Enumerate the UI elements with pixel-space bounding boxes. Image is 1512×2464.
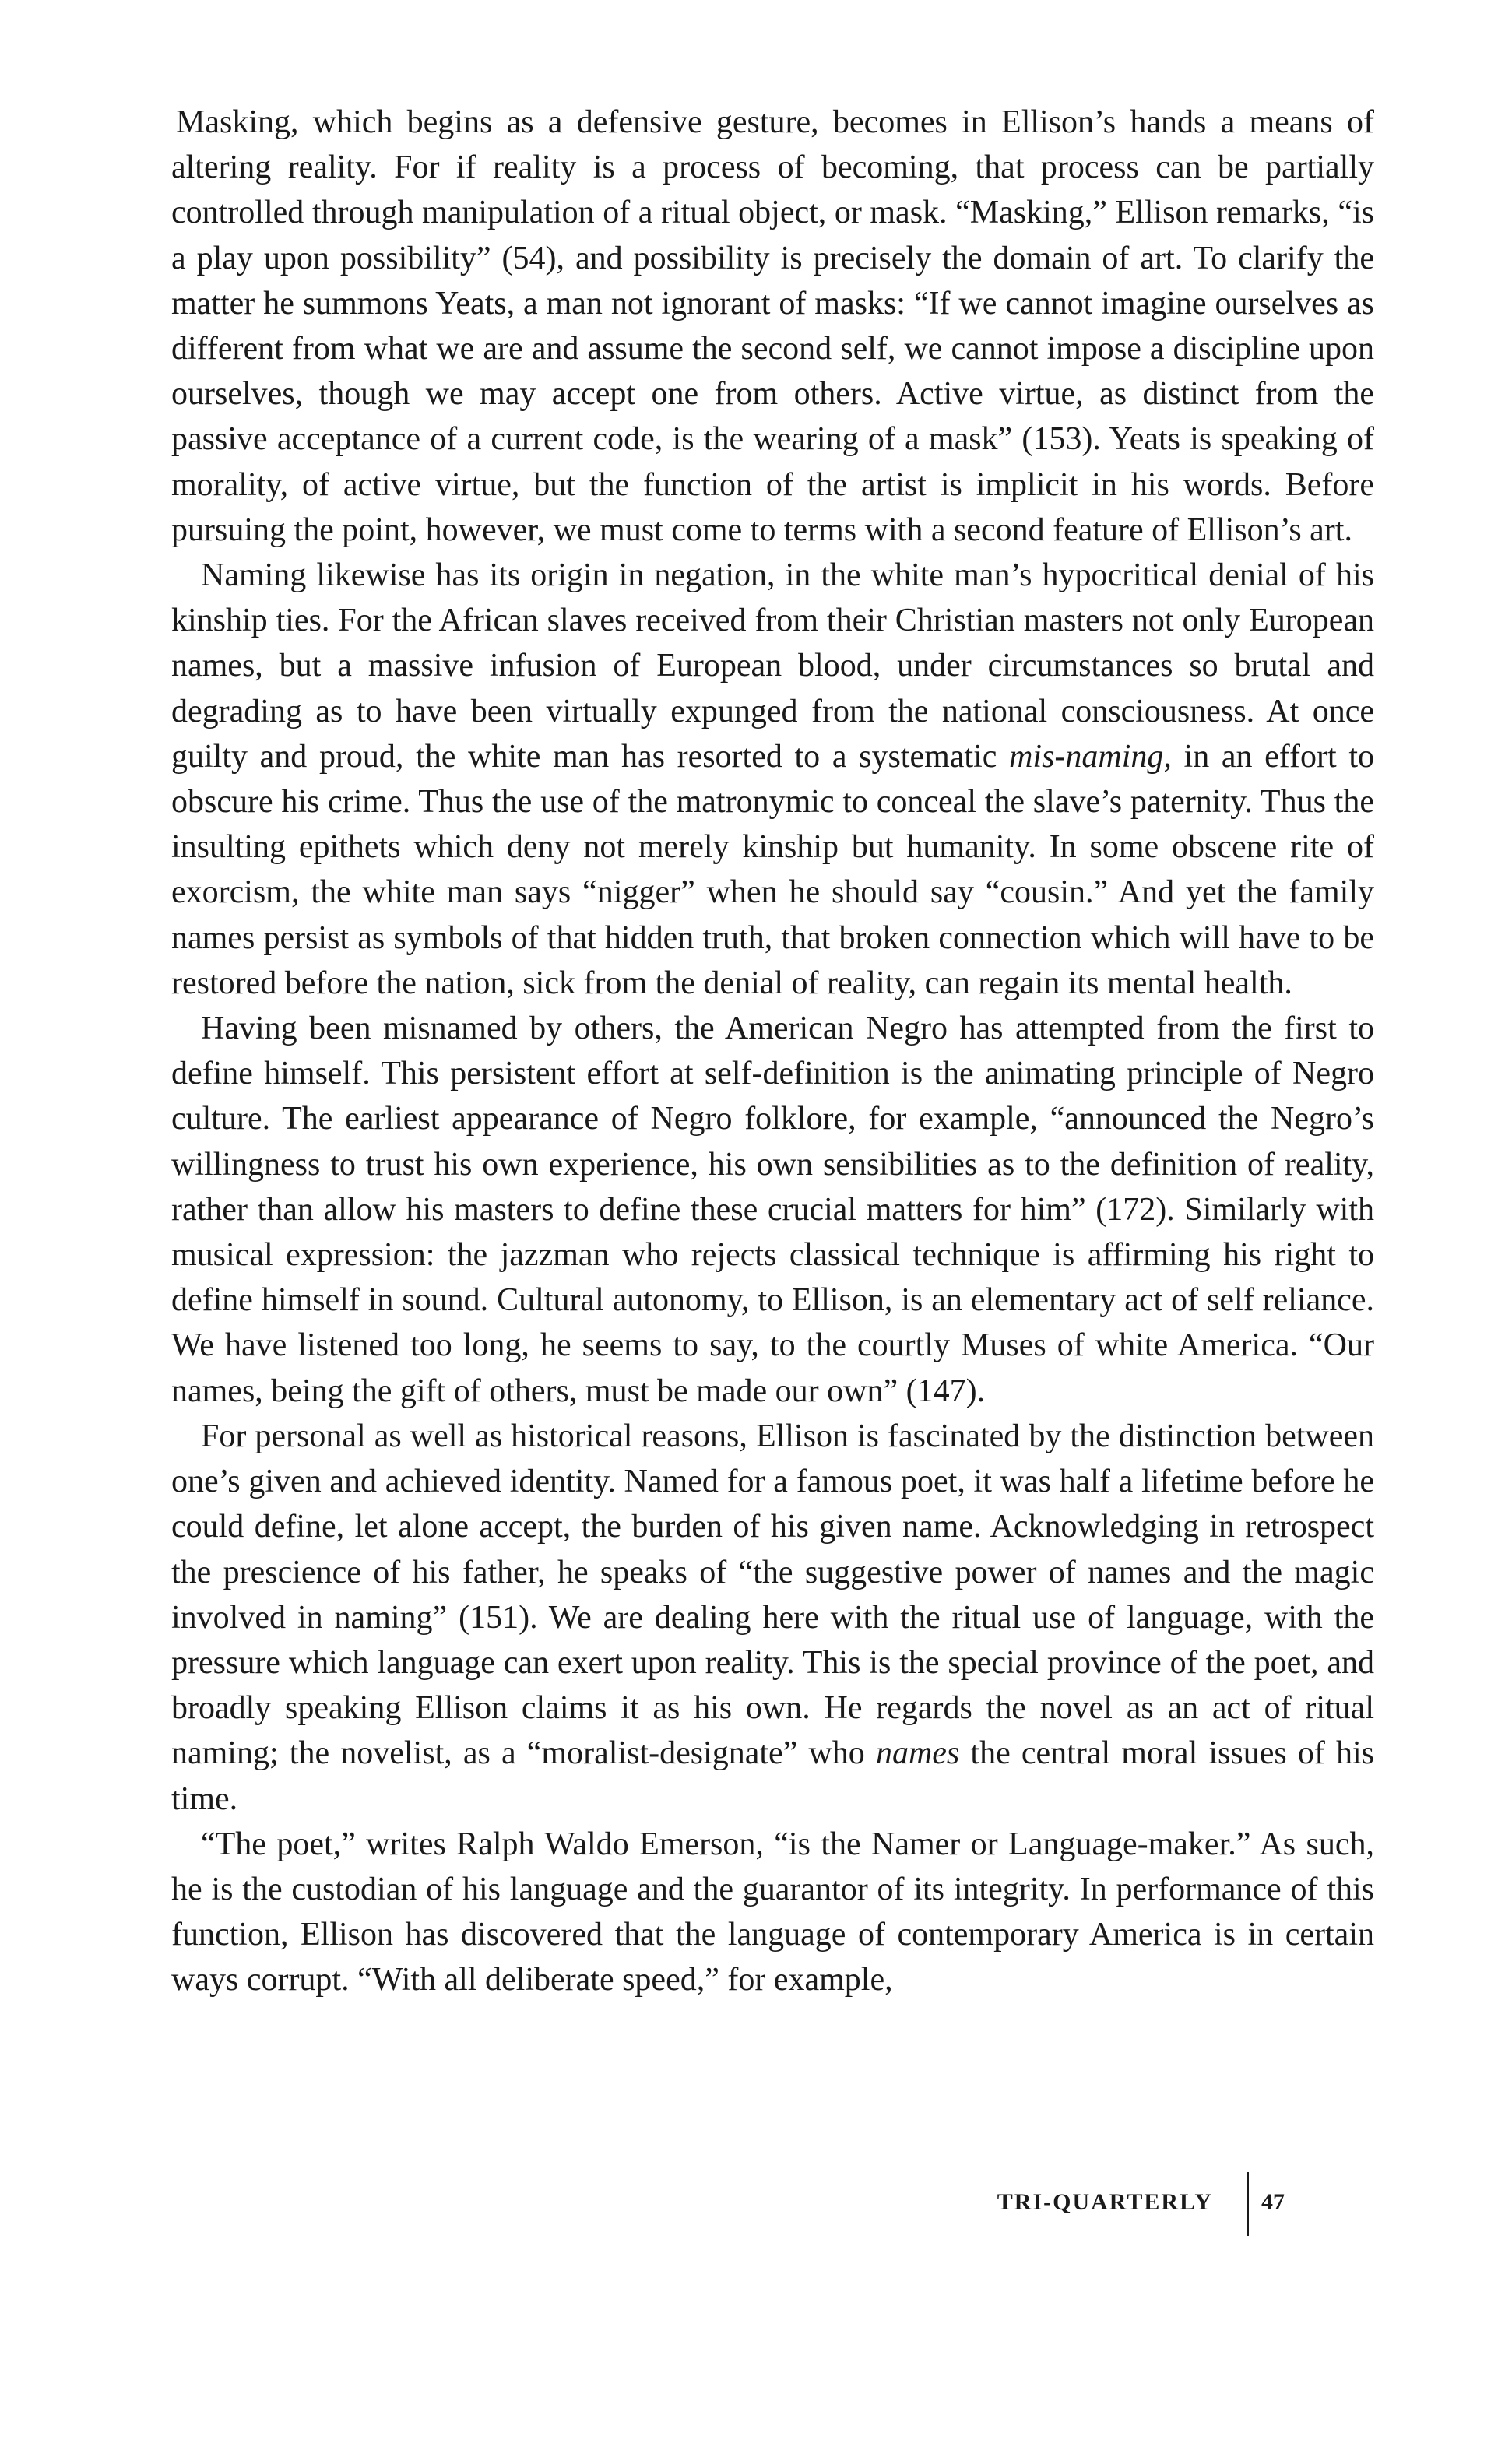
paragraph-text: “The poet,” writes Ralph Waldo Emerson, “is the Namer or Language-maker.” As such, he is the custodian of his language and the guarantor of its integrity. In performance of this function, Ellison has discovered that the language of contemporary America is in certain ways corrupt. “With all deliberate speed,” for example,: [171, 1826, 1374, 1998]
paragraph-text: , in an effort to obscure his crime. Thus the use of the matronymic to conceal the slave’s paternity. Thus the insulting epithets which deny not merely kinship but humanity. In some obscene rite of exorcism, the white man says “nigger” when he should say “cousin.” And yet the family names persist as symbols of that hidden truth, that broken connection which will have to be restored before the nation, sick from the denial of reality, can regain its mental health.: [171, 738, 1374, 1001]
page-footer: [965, 2172, 1292, 2234]
emphasis-mis-naming: mis-naming: [1009, 738, 1164, 775]
paragraph-text: Masking, which begins as a defensive gesture, becomes in Ellison’s hands a means of altering reality. For if reality is a process of becoming, that process can be partially controlled through manipulation of a ritual object, or mask. “Masking,” Ellison remarks, “is a play upon possibility” (54), and possibility is precisely the domain of art. To clarify the matter he summons Yeats, a man not ignorant of masks: “If we cannot imagine ourselves as different from what we are and assume the second self, we cannot impose a discipline upon ourselves, though we may accept one from others. Active virtue, as distinct from the passive acceptance of a current code, is the wearing of a mask” (153). Yeats is speaking of morality, of active virtue, but the function of the artist is implicit in his words. Before pursuing the point, however, we must come to terms with a second feature of Ellison’s art.: [171, 104, 1374, 548]
body-text: [171, 100, 1374, 2003]
journal-name: TRI-QUARTERLY: [997, 2189, 1213, 2215]
paragraph-text: Having been misnamed by others, the American Negro has attempted from the first to define himself. This persistent effort at self-definition is the animating principle of Negro culture. The earliest appearance of Negro folklore, for example, “announced the Negro’s willingness to trust his own experience, his own sensibilities as to the definition of reality, rather than allow his masters to define these crucial matters for him” (172). Similarly with musical expression: the jazzman who rejects classical technique is affirming his right to define himself in sound. Cultural autonomy, to Ellison, is an elementary act of self reliance. We have listened too long, he seems to say, to the courtly Muses of white America. “Our names, being the gift of others, must be made our own” (147).: [171, 1011, 1374, 1409]
paragraph-self-definition: [171, 1006, 1374, 1414]
paragraph-masking: [171, 100, 1374, 553]
page-number: 47: [1261, 2189, 1285, 2215]
paragraph-text: the central moral issues of his time.: [171, 1735, 1375, 1817]
paragraph-text: Naming likewise has its origin in negation, in the white man’s hypocritical denial of his kinship ties. For the African slaves received from their Christian masters not only European names, but a massive infusion of European blood, under circumstances so brutal and degrading as to have been virtually expunged from the national consciousness. At once guilty and proud, the white man has resorted to a systematic: [171, 557, 1374, 775]
paragraph-text: For personal as well as historical reasons, Ellison is fascinated by the distinction between one’s given and achieved identity. Named for a famous poet, it was half a lifetime before he could define, let alone accept, the burden of his given name. Acknowledging in retrospect the prescience of his father, he speaks of “the suggestive power of names and the magic involved in naming” (151). We are dealing here with the ritual use of language, with the pressure which language can exert upon reality. This is the special province of the poet, and broadly speaking Ellison claims it as his own. He regards the novel as an act of ritual naming; the novelist, as a “moralist-designate” who: [171, 1418, 1374, 1772]
paragraph-naming: [171, 553, 1374, 1006]
paragraph-emerson: [171, 1822, 1374, 2003]
footer-divider: [1247, 2172, 1249, 2236]
paragraph-identity: [171, 1414, 1374, 1822]
emphasis-names: names: [875, 1735, 960, 1772]
